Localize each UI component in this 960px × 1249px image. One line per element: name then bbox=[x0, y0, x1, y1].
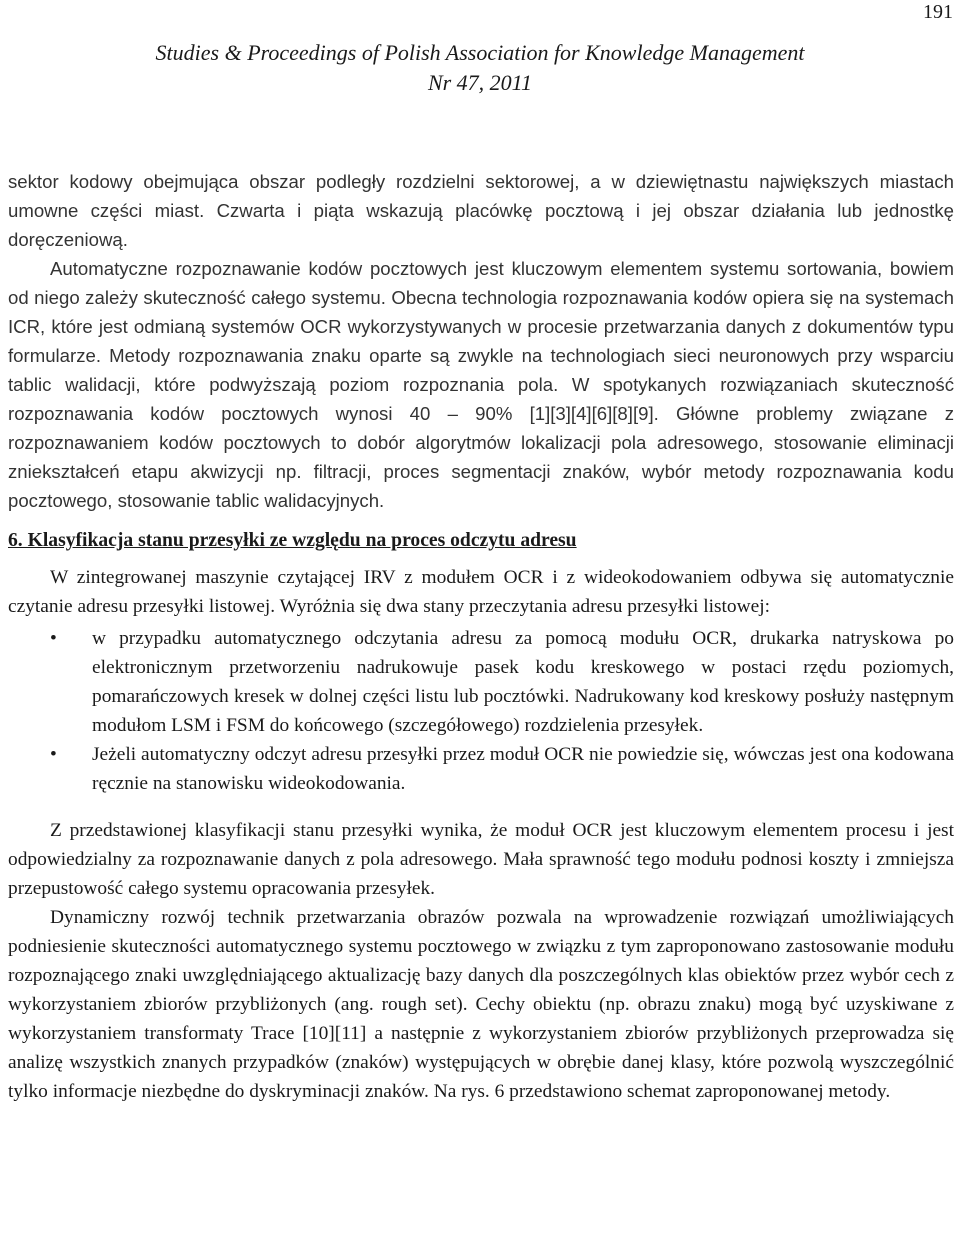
paragraph-proposed-method: Dynamiczny rozwój technik przetwarzania obrazów pozwala na wprowadzenie rozwiązań umożliwiających podniesienie skuteczności automatycznego systemu pocztowego w związku z tym zaproponowano zastosowanie modułu rozpoznającego znaki uwzględniającego aktualizację bazy danych dla poszczególnych klas obiektów przez wybór cech z wykorzystaniem zbiorów przybliżonych (ang. rough set). Cechy obiektu (np. obrazu znaku) mogą być uzyskiwane z wykorzystaniem transformaty Trace [10][11] a następnie z wykorzystaniem zbiorów przybliżonych przeprowadza się analizę wszystkich znanych przypadków (znaków) występujących w obrębie danej klasy, które pozwolą wyszczególnić tylko informacje niezbędne do dyskryminacji znaków. Na rys. 6 przedstawiono schemat zaproponowanej metody. bbox=[8, 907, 954, 1102]
bullet-icon: • bbox=[50, 628, 57, 649]
paragraph-postal-sectors: sektor kodowy obejmująca obszar podległy rozdzielni sektorowej, a w dziewiętnastu największych miastach umowne części miast. Czwarta i piąta wskazują placówkę pocztową i jej obszar działania lub jednostkę doręczeniową. bbox=[8, 171, 954, 250]
list-item-text: w przypadku automatycznego odczytania adresu za pomocą modułu OCR, drukarka natryskowa po elektronicznym przetworzeniu nadrukowuje pasek kodu kreskowego w postaci rzędu poziomych, pomarańczowych kresek w dolnej części listu lub pocztówki. Nadrukowany kod kreskowy posłuży następnym modułom LSM i FSM do końcowego (szczegółowego) rozdzielenia przesyłek. bbox=[92, 628, 954, 736]
list-item-text: Jeżeli automatyczny odczyt adresu przesyłki przez moduł OCR nie powiedzie się, wówczas jest ona kodowana ręcznie na stanowisku wideokodowania. bbox=[92, 744, 954, 794]
spacer bbox=[8, 798, 954, 816]
section-heading: 6. Klasyfikacja stanu przesyłki ze względu na proces odczytu adresu bbox=[8, 530, 577, 551]
journal-issue: Nr 47, 2011 bbox=[427, 70, 533, 95]
list-item bbox=[8, 740, 954, 798]
paragraph-conclusion: Z przedstawionej klasyfikacji stanu przesyłki wynika, że moduł OCR jest kluczowym elementem procesu i jest odpowiedzialny za rozpoznawanie danych z pola adresowego. Mała sprawność tego modułu podnosi koszty i zmniejsza przepustowość całego systemu opracowania przesyłek. bbox=[8, 820, 954, 899]
body-text bbox=[8, 167, 954, 1106]
paragraph-automatic-recognition: Automatyczne rozpoznawanie kodów pocztowych jest kluczowym elementem systemu sortowania, bowiem od niego zależy skuteczność całego systemu. Obecna technologia rozpoznawania kodów opiera się na systemach ICR, które jest odmianą systemów OCR wykorzystywanych w procesie przetwarzania danych z dokumentów typu formularze. Metody rozpoznawania znaku oparte są zwykle na technologiach sieci neuronowych przy wsparciu tablic walidacji, które podwyższają poziom rozpoznania pola. W spotykanych rozwiązaniach skuteczność rozpoznawania kodów pocztowych wynosi 40 – 90% [1][3][4][6][8][9]. Główne problemy związane z rozpoznawaniem kodów pocztowych to dobór algorytmów lokalizacji pola adresowego, stosowanie eliminacji zniekształceń etapu akwizycji np. filtracji, proces segmentacji znaków, wybór metody rozpoznawania kodu pocztowego, stosowanie tablic walidacyjnych. bbox=[8, 258, 954, 511]
page-number: 191 bbox=[923, 1, 953, 23]
bullet-list bbox=[8, 624, 954, 798]
journal-title: Studies & Proceedings of Polish Association for Knowledge Management bbox=[155, 40, 805, 65]
paragraph-intro: W zintegrowanej maszynie czytającej IRV z modułem OCR i z wideokodowaniem odbywa się automatycznie czytanie adresu przesyłki listowej. Wyróżnia się dwa stany przeczytania adresu przesyłki listowej: bbox=[8, 567, 954, 617]
bullet-icon: • bbox=[50, 744, 57, 765]
list-item bbox=[8, 624, 954, 740]
